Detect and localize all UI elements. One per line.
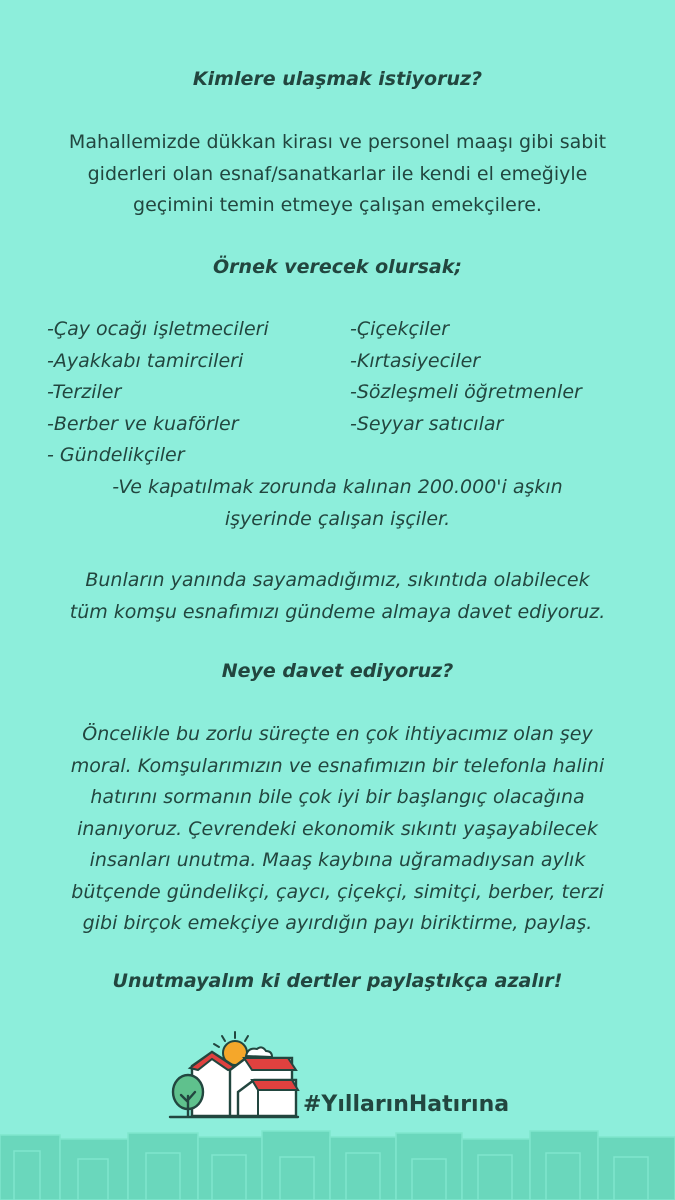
text-line: giderleri olan esnaf/sanatkarlar ile kendi el emeğiyle: [87, 162, 588, 185]
text-line: Bunların yanında sayamadığımız, sıkıntıda olabilecek: [85, 569, 590, 591]
text-line: insanları unutma. Maaş kaybına uğramadıysan aylık: [89, 849, 586, 871]
skyline-decoration-icon: [0, 1125, 675, 1200]
examples-list-right: [350, 314, 582, 440]
closing-slogan: Unutmayalım ki dertler paylaştıkça azalır!: [112, 970, 563, 992]
houses-logo-icon: [168, 1030, 300, 1122]
text-line: tüm komşu esnafımızı gündeme almaya davet ediyoruz.: [69, 600, 606, 623]
text-line: işyerinde çalışan işçiler.: [224, 507, 451, 530]
text-line: geçimini temin etmeye çalışan emekçilere.: [133, 194, 542, 216]
heading-who: Kimlere ulaşmak istiyoruz?: [192, 68, 483, 90]
text-line: hatırını sormanın bile çok iyi bir başlangıç olacağına: [90, 786, 585, 808]
list-item: - Gündelikçiler: [47, 444, 185, 466]
list-item: -Kırtasiyeciler: [350, 349, 481, 372]
list-item: -Sözleşmeli öğretmenler: [350, 381, 582, 403]
list-item: -Seyyar satıcılar: [350, 412, 504, 435]
list-item: -Berber ve kuaförler: [47, 412, 239, 435]
text-line: Öncelikle bu zorlu süreçte en çok ihtiyacımız olan şey: [82, 723, 593, 745]
hashtag: #YıllarınHatırına: [303, 1092, 510, 1117]
examples-list-left: [47, 314, 269, 472]
text-line: gibi birçok emekçiye ayırdığın payı biriktirme, paylaş.: [82, 912, 593, 934]
heading-examples: Örnek verecek olursak;: [213, 256, 462, 278]
paragraph-who: [0, 127, 675, 222]
list-item: -Çay ocağı işletmecileri: [47, 318, 269, 340]
paragraph-invite-details: [0, 719, 675, 940]
heading-invite: Neye davet ediyoruz?: [221, 660, 454, 682]
list-item: -Çiçekçiler: [350, 318, 450, 340]
list-item: -Terziler: [47, 381, 122, 403]
text-line: inanıyoruz. Çevrendeki ekonomik sıkıntı yaşayabilecek: [77, 817, 598, 840]
paragraph-invite: [0, 565, 675, 628]
text-line: Mahallemizde dükkan kirası ve personel maaşı gibi sabit: [68, 131, 607, 153]
text-line: bütçende gündelikçi, çaycı, çiçekçi, simitçi, berber, terzi: [71, 880, 604, 903]
text-line: -Ve kapatılmak zorunda kalınan 200.000'i aşkın: [112, 476, 563, 498]
text-line: moral. Komşularımızın ve esnafımızın bir telefonla halini: [70, 754, 605, 777]
examples-extra: [0, 472, 675, 535]
list-item: -Ayakkabı tamircileri: [47, 349, 244, 372]
